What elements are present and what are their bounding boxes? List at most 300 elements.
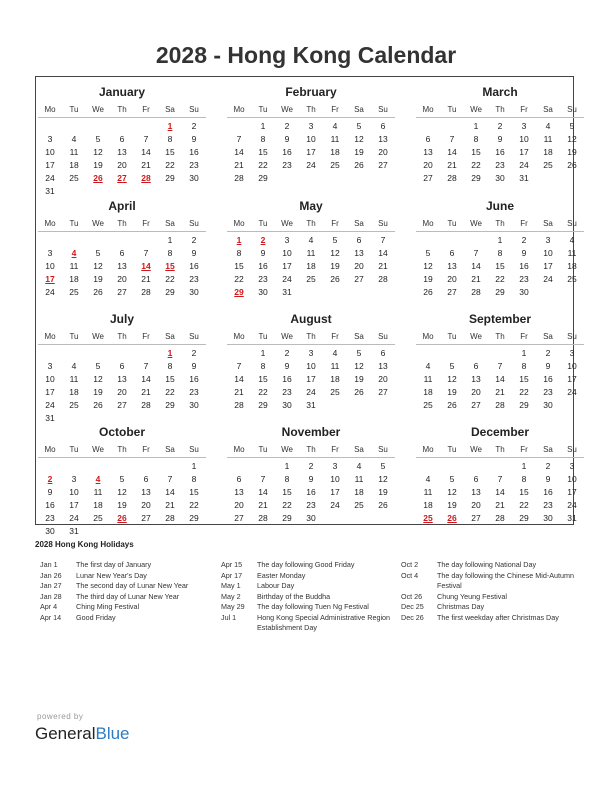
weekday-label: Fr <box>331 105 339 114</box>
date-cell: 21 <box>165 500 175 510</box>
date-cell: 28 <box>165 513 175 523</box>
date-cell: 9 <box>191 248 197 258</box>
date-cell: 11 <box>423 487 433 497</box>
date-cell: 25 <box>423 400 433 410</box>
weekday-label: Mo <box>233 445 245 454</box>
date-cell: 12 <box>447 487 457 497</box>
date-cell: 5 <box>356 348 362 358</box>
date-cell: 29 <box>165 400 175 410</box>
weekday-label: Fr <box>142 445 150 454</box>
holiday-date: 17 <box>45 274 55 284</box>
weekday-label: Mo <box>233 105 245 114</box>
date-cell: 1 <box>521 461 527 471</box>
holiday-date-label: Apr 15 <box>221 560 243 569</box>
holiday-date: 28 <box>141 173 151 183</box>
date-cell: 13 <box>471 374 481 384</box>
date-cell: 4 <box>425 474 431 484</box>
date-cell: 25 <box>567 274 577 284</box>
date-cell: 28 <box>495 400 505 410</box>
date-cell: 24 <box>45 287 55 297</box>
weekday-label: Sa <box>354 105 364 114</box>
holiday-name: Christmas Day <box>437 602 485 611</box>
holiday-name: Labour Day <box>257 581 295 590</box>
holiday-item <box>401 560 576 571</box>
date-cell: 8 <box>236 248 242 258</box>
date-cell: 5 <box>569 121 575 131</box>
holiday-item <box>40 613 215 624</box>
weekday-label: Su <box>567 332 577 341</box>
date-cell: 12 <box>567 134 577 144</box>
holiday-name: Birthday of the Buddha <box>257 591 331 601</box>
weekday-label: We <box>281 105 293 114</box>
date-cell: 6 <box>473 361 479 371</box>
date-cell: 7 <box>473 248 479 258</box>
holiday-date-label: Jan 27 <box>40 581 62 590</box>
holiday-date: 25 <box>423 513 433 523</box>
powered-by-text: powered by <box>37 712 84 721</box>
date-cell: 25 <box>93 513 103 523</box>
date-cell: 1 <box>521 348 527 358</box>
date-cell: 7 <box>260 474 266 484</box>
weekday-label: Th <box>495 219 505 228</box>
month-name: April <box>108 199 136 213</box>
date-cell: 5 <box>356 121 362 131</box>
date-cell: 6 <box>143 474 149 484</box>
date-cell: 16 <box>189 374 199 384</box>
weekday-label: Th <box>117 219 127 228</box>
weekday-label: Sa <box>165 105 175 114</box>
date-cell: 20 <box>471 500 481 510</box>
month-january <box>38 79 206 196</box>
holiday-date-label: Jan 1 <box>40 560 58 569</box>
date-cell: 28 <box>141 400 151 410</box>
date-cell: 26 <box>330 274 340 284</box>
date-cell: 9 <box>47 487 53 497</box>
holiday-date: 1 <box>167 121 173 131</box>
holiday-item <box>221 592 396 603</box>
date-cell: 2 <box>545 461 551 471</box>
date-cell: 27 <box>234 513 244 523</box>
date-cell: 22 <box>519 387 529 397</box>
date-cell: 11 <box>423 374 433 384</box>
date-cell: 11 <box>354 474 364 484</box>
weekday-label: Tu <box>69 219 79 228</box>
date-cell: 16 <box>306 487 316 497</box>
month-name: December <box>470 425 530 439</box>
date-cell: 15 <box>189 487 199 497</box>
weekday-label: Mo <box>44 105 56 114</box>
date-cell: 2 <box>191 348 197 358</box>
date-cell: 5 <box>449 474 455 484</box>
date-cell: 21 <box>141 160 151 170</box>
weekday-label: Mo <box>233 219 245 228</box>
date-cell: 19 <box>93 387 103 397</box>
date-cell: 21 <box>471 274 481 284</box>
weekday-label: Mo <box>422 219 434 228</box>
weekday-label: Th <box>117 332 127 341</box>
date-cell: 6 <box>425 134 431 144</box>
date-cell: 26 <box>354 387 364 397</box>
holiday-name: Hong Kong Special Administrative Region Establishment Day <box>257 612 391 632</box>
date-cell: 7 <box>143 248 149 258</box>
weekday-label: Sa <box>543 445 553 454</box>
date-cell: 20 <box>141 500 151 510</box>
date-cell: 26 <box>93 287 103 297</box>
date-cell: 19 <box>447 500 457 510</box>
date-cell: 19 <box>330 261 340 271</box>
date-cell: 19 <box>354 374 364 384</box>
weekday-header <box>416 101 584 118</box>
month-may <box>227 193 395 305</box>
date-cell: 30 <box>282 400 292 410</box>
date-cell: 26 <box>423 287 433 297</box>
date-cell: 9 <box>284 361 290 371</box>
date-cell: 22 <box>165 160 175 170</box>
weekday-label: Fr <box>142 332 150 341</box>
date-cell: 15 <box>495 261 505 271</box>
weekday-label: Su <box>378 332 388 341</box>
date-cell: 10 <box>330 474 340 484</box>
date-cell: 18 <box>567 261 577 271</box>
date-cell: 22 <box>165 387 175 397</box>
weekday-label: We <box>281 445 293 454</box>
weekday-header <box>38 101 206 118</box>
holiday-date-label: Jan 26 <box>40 570 62 580</box>
date-cell: 20 <box>117 274 127 284</box>
date-cell: 24 <box>330 500 340 510</box>
holiday-name: The third day of Lunar New Year <box>76 591 180 601</box>
date-cell: 23 <box>189 387 199 397</box>
date-cell: 13 <box>354 248 364 258</box>
date-cell: 17 <box>306 374 316 384</box>
date-cell: 25 <box>543 160 553 170</box>
date-cell: 24 <box>282 274 292 284</box>
date-cell: 23 <box>282 387 292 397</box>
date-cell: 28 <box>471 287 481 297</box>
date-cell: 18 <box>69 387 79 397</box>
date-cell: 15 <box>165 147 175 157</box>
date-cell: 2 <box>284 121 290 131</box>
date-cell: 3 <box>47 248 53 258</box>
date-cell: 17 <box>519 147 529 157</box>
generalblue-logo[interactable] <box>35 724 130 744</box>
date-cell: 2 <box>545 348 551 358</box>
date-cell: 23 <box>543 387 553 397</box>
holiday-date: 4 <box>71 248 77 258</box>
date-cell: 27 <box>378 387 388 397</box>
weekday-label: Su <box>567 105 577 114</box>
date-cell: 18 <box>69 274 79 284</box>
date-cell: 29 <box>519 513 529 523</box>
weekday-label: Mo <box>44 445 56 454</box>
weekday-label: Su <box>567 445 577 454</box>
date-cell: 20 <box>447 274 457 284</box>
date-cell: 13 <box>117 261 127 271</box>
date-cell: 21 <box>447 160 457 170</box>
date-cell: 3 <box>308 348 314 358</box>
month-july <box>38 306 206 423</box>
date-cell: 27 <box>141 513 151 523</box>
date-cell: 18 <box>423 387 433 397</box>
holiday-name: The day following Good Friday <box>257 560 355 569</box>
date-cell: 5 <box>95 248 101 258</box>
weekday-label: Fr <box>142 219 150 228</box>
date-cell: 7 <box>167 474 173 484</box>
weekday-label: Th <box>495 445 505 454</box>
date-cell: 20 <box>423 160 433 170</box>
date-cell: 13 <box>378 134 388 144</box>
date-cell: 22 <box>519 500 529 510</box>
date-cell: 5 <box>119 474 125 484</box>
date-cell: 8 <box>167 248 173 258</box>
holiday-item <box>401 592 576 603</box>
date-cell: 19 <box>93 160 103 170</box>
date-cell: 24 <box>69 513 79 523</box>
weekday-label: Th <box>306 332 316 341</box>
weekday-header <box>227 441 395 458</box>
holiday-name: The first day of January <box>76 560 152 569</box>
date-cell: 9 <box>308 474 314 484</box>
holiday-date-label: Jul 1 <box>221 612 237 622</box>
weekday-label: Th <box>117 105 127 114</box>
month-november <box>227 419 395 531</box>
date-cell: 21 <box>378 261 388 271</box>
holiday-item <box>40 560 215 571</box>
weekday-label: We <box>470 219 482 228</box>
date-cell: 29 <box>165 173 175 183</box>
date-cell: 27 <box>354 274 364 284</box>
date-cell: 10 <box>543 248 553 258</box>
date-cell: 2 <box>191 235 197 245</box>
date-cell: 12 <box>93 374 103 384</box>
date-cell: 13 <box>447 261 457 271</box>
date-cell: 10 <box>519 134 529 144</box>
date-cell: 24 <box>567 500 577 510</box>
date-cell: 15 <box>258 374 268 384</box>
date-cell: 6 <box>473 474 479 484</box>
date-cell: 16 <box>282 374 292 384</box>
date-cell: 14 <box>141 147 151 157</box>
date-cell: 30 <box>258 287 268 297</box>
holiday-column <box>221 560 396 634</box>
date-cell: 22 <box>234 274 244 284</box>
date-cell: 23 <box>543 500 553 510</box>
weekday-label: Tu <box>447 332 457 341</box>
weekday-label: We <box>470 332 482 341</box>
date-cell: 25 <box>330 387 340 397</box>
holiday-date: 15 <box>165 261 175 271</box>
date-cell: 5 <box>95 134 101 144</box>
date-cell: 11 <box>69 147 79 157</box>
month-april <box>38 193 206 305</box>
date-cell: 19 <box>117 500 127 510</box>
date-cell: 17 <box>282 261 292 271</box>
date-cell: 10 <box>306 134 316 144</box>
date-cell: 19 <box>354 147 364 157</box>
date-cell: 29 <box>519 400 529 410</box>
weekday-label: Sa <box>543 105 553 114</box>
date-cell: 9 <box>191 361 197 371</box>
holiday-date-label: May 1 <box>221 581 241 590</box>
date-cell: 5 <box>95 361 101 371</box>
date-cell: 15 <box>165 374 175 384</box>
date-cell: 25 <box>69 400 79 410</box>
month-august <box>227 306 395 418</box>
date-cell: 1 <box>260 348 266 358</box>
weekday-label: Th <box>495 105 505 114</box>
holiday-item <box>40 602 215 613</box>
date-cell: 26 <box>354 160 364 170</box>
date-cell: 7 <box>236 361 242 371</box>
holiday-column <box>401 560 576 623</box>
date-cell: 12 <box>117 487 127 497</box>
date-cell: 28 <box>234 400 244 410</box>
month-name: May <box>299 199 323 213</box>
date-cell: 8 <box>473 134 479 144</box>
date-cell: 16 <box>543 374 553 384</box>
date-cell: 6 <box>380 348 386 358</box>
date-cell: 4 <box>356 461 362 471</box>
weekday-label: Tu <box>447 219 457 228</box>
date-cell: 3 <box>284 235 290 245</box>
date-cell: 21 <box>141 274 151 284</box>
date-cell: 22 <box>258 387 268 397</box>
date-cell: 16 <box>189 261 199 271</box>
date-cell: 1 <box>191 461 197 471</box>
weekday-label: Fr <box>331 219 339 228</box>
date-cell: 13 <box>234 487 244 497</box>
weekday-label: We <box>92 105 104 114</box>
weekday-label: Sa <box>354 219 364 228</box>
date-cell: 17 <box>543 261 553 271</box>
holiday-name: The day following National Day <box>437 560 537 569</box>
date-cell: 8 <box>521 361 527 371</box>
date-cell: 9 <box>497 134 503 144</box>
date-cell: 6 <box>119 361 125 371</box>
date-cell: 30 <box>495 173 505 183</box>
holiday-date: 1 <box>236 235 242 245</box>
weekday-label: We <box>281 219 293 228</box>
date-cell: 8 <box>191 474 197 484</box>
page-title: 2028 - Hong Kong Calendar <box>155 42 457 68</box>
date-cell: 6 <box>449 248 455 258</box>
date-cell: 11 <box>93 487 103 497</box>
month-name: November <box>281 425 341 439</box>
date-cell: 11 <box>69 374 79 384</box>
weekday-label: Sa <box>165 332 175 341</box>
date-cell: 2 <box>497 121 503 131</box>
date-cell: 30 <box>45 526 55 536</box>
date-cell: 27 <box>447 287 457 297</box>
holiday-name: Ching Ming Festival <box>76 602 140 611</box>
weekday-label: Fr <box>142 105 150 114</box>
date-cell: 23 <box>189 160 199 170</box>
date-cell: 22 <box>165 274 175 284</box>
month-september <box>416 306 584 418</box>
weekday-label: Tu <box>69 105 79 114</box>
date-cell: 30 <box>543 513 553 523</box>
date-cell: 16 <box>543 487 553 497</box>
date-cell: 24 <box>45 173 55 183</box>
date-cell: 13 <box>471 487 481 497</box>
date-cell: 8 <box>167 134 173 144</box>
date-cell: 18 <box>543 147 553 157</box>
date-cell: 26 <box>447 400 457 410</box>
date-cell: 3 <box>569 461 575 471</box>
date-cell: 31 <box>282 287 292 297</box>
holiday-name: The day following Tuen Ng Festival <box>257 602 369 611</box>
date-cell: 28 <box>258 513 268 523</box>
calendar-grid <box>35 76 577 536</box>
weekday-label: Mo <box>422 332 434 341</box>
date-cell: 21 <box>258 500 268 510</box>
date-cell: 25 <box>330 160 340 170</box>
date-cell: 7 <box>236 134 242 144</box>
weekday-label: Tu <box>447 105 457 114</box>
date-cell: 7 <box>497 474 503 484</box>
weekday-header <box>416 215 584 232</box>
date-cell: 2 <box>191 121 197 131</box>
date-cell: 7 <box>380 235 386 245</box>
weekday-label: Su <box>189 332 199 341</box>
date-cell: 12 <box>330 248 340 258</box>
date-cell: 29 <box>258 173 268 183</box>
weekday-label: Su <box>378 445 388 454</box>
weekday-label: Tu <box>258 445 268 454</box>
month-name: February <box>285 85 337 99</box>
date-cell: 30 <box>306 513 316 523</box>
holiday-item <box>221 560 396 571</box>
date-cell: 7 <box>143 361 149 371</box>
holiday-date: 14 <box>141 261 151 271</box>
month-name: July <box>109 312 134 326</box>
date-cell: 12 <box>93 261 103 271</box>
brand-general: General <box>35 724 96 743</box>
holiday-date: 2 <box>260 235 266 245</box>
holiday-date-label: Dec 25 <box>401 602 424 611</box>
date-cell: 10 <box>567 474 577 484</box>
date-cell: 20 <box>117 387 127 397</box>
date-cell: 7 <box>497 361 503 371</box>
date-cell: 12 <box>354 361 364 371</box>
weekday-label: Sa <box>543 219 553 228</box>
date-cell: 19 <box>93 274 103 284</box>
date-cell: 21 <box>234 387 244 397</box>
date-cell: 18 <box>330 374 340 384</box>
date-cell: 29 <box>495 287 505 297</box>
holiday-date: 26 <box>447 513 457 523</box>
date-cell: 10 <box>282 248 292 258</box>
date-cell: 3 <box>545 235 551 245</box>
month-name: March <box>482 85 518 99</box>
month-name: August <box>290 312 332 326</box>
holiday-date-label: Apr 14 <box>40 612 62 622</box>
date-cell: 5 <box>380 461 386 471</box>
date-cell: 6 <box>119 248 125 258</box>
date-cell: 19 <box>378 487 388 497</box>
date-cell: 24 <box>519 160 529 170</box>
holiday-date-label: May 2 <box>221 591 241 601</box>
month-october <box>38 419 206 536</box>
date-cell: 1 <box>473 121 479 131</box>
date-cell: 2 <box>284 348 290 358</box>
date-cell: 23 <box>45 513 55 523</box>
weekday-label: Fr <box>331 332 339 341</box>
date-cell: 6 <box>119 134 125 144</box>
weekday-label: Sa <box>165 219 175 228</box>
holiday-name: Good Friday <box>76 612 116 622</box>
holiday-name: The second day of Lunar New Year <box>76 581 189 590</box>
